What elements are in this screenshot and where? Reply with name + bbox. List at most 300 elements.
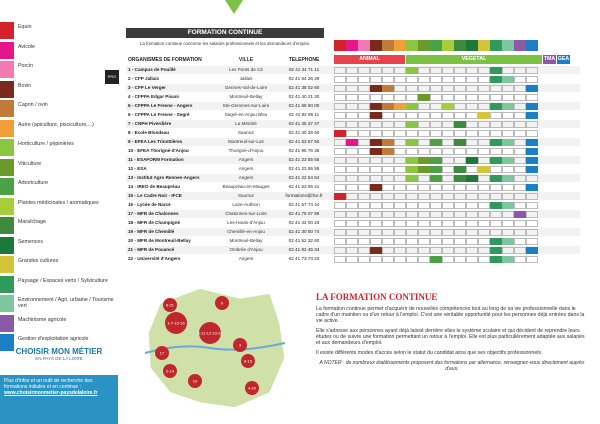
- row-cell: [418, 175, 430, 182]
- row-cell: [358, 202, 370, 209]
- row-cell: [430, 139, 442, 146]
- legend-label: Autre (apiculture, pisciculture,...): [18, 121, 94, 128]
- row-cell: [418, 103, 430, 110]
- row-cell: [334, 130, 346, 137]
- legend-item: [0, 315, 118, 335]
- brand-info: Plus d'infos et un outil de recherche des formations initiales et en continue :: [4, 378, 93, 390]
- row-cell: [454, 130, 466, 137]
- legend-label: Equin: [18, 24, 32, 30]
- row-cell: [466, 139, 478, 146]
- row-name: 17 - MFR de Chalonnes: [128, 211, 179, 216]
- row-cell: [442, 130, 454, 137]
- row-cell: [334, 139, 346, 146]
- table-row: [126, 228, 580, 236]
- row-cell: [346, 247, 358, 254]
- row-cell: [526, 229, 538, 236]
- row-tel: 02 41 22 54 54: [288, 175, 320, 180]
- table-row: [126, 165, 580, 173]
- row-cell: [406, 238, 418, 245]
- row-cell: [394, 184, 406, 191]
- row-cell: [346, 112, 358, 119]
- row-cell: [514, 247, 526, 254]
- row-tel: 02 41 38 02 60: [288, 85, 320, 90]
- row-cell: [370, 76, 382, 83]
- row-cell: [526, 184, 538, 191]
- table-row: [126, 129, 580, 137]
- row-cell: [502, 148, 514, 155]
- map-pin-label: 6-21: [165, 302, 175, 308]
- table-row: [126, 192, 580, 200]
- column-icon: [394, 40, 406, 51]
- row-cell: [442, 247, 454, 254]
- row-cell: [526, 85, 538, 92]
- map-pin: [155, 346, 169, 360]
- legend-label: Semences: [18, 238, 44, 245]
- row-cell: [514, 85, 526, 92]
- row-cell: [430, 256, 442, 263]
- row-tel: formations@ifce.fr: [285, 193, 323, 198]
- row-cell: [382, 220, 394, 227]
- table-row: [126, 75, 580, 83]
- row-cell: [430, 247, 442, 254]
- row-cell: [526, 175, 538, 182]
- legend-item: [0, 276, 118, 296]
- row-cell: [490, 247, 502, 254]
- row-cell: [370, 211, 382, 218]
- row-tel: 02 41 63 06 41: [288, 184, 320, 189]
- row-cell: [442, 103, 454, 110]
- row-cell: [346, 76, 358, 83]
- row-cell: [430, 76, 442, 83]
- row-cell: [394, 94, 406, 101]
- row-cell: [442, 211, 454, 218]
- row-city: Chalonnes-sur-Loire: [225, 211, 267, 216]
- row-cell: [346, 103, 358, 110]
- legend-item: [0, 42, 118, 62]
- row-cell: [418, 121, 430, 128]
- legend-label: Maraîchage: [18, 219, 46, 225]
- row-cell: [514, 103, 526, 110]
- row-cell: [418, 157, 430, 164]
- row-name: 14 - IREO de Beaupréau: [128, 184, 181, 189]
- row-cell: [454, 184, 466, 191]
- map-pin-label: 5-11-12-13-22: [197, 330, 223, 336]
- row-city: Saumur: [237, 193, 255, 198]
- row-name: 5 - CFPPA Le Fresne - Angers: [128, 103, 193, 108]
- row-cell: [454, 247, 466, 254]
- row-cell: [514, 139, 526, 146]
- row-cell: [418, 94, 430, 101]
- row-cell: [406, 76, 418, 83]
- row-cell: [514, 184, 526, 191]
- table-header: [126, 55, 324, 65]
- row-cell: [334, 94, 346, 101]
- row-cell: [346, 157, 358, 164]
- row-city: Jallais: [239, 76, 253, 81]
- row-cell: [490, 202, 502, 209]
- row-cell: [454, 238, 466, 245]
- legend-item: [0, 159, 118, 179]
- row-cell: [478, 130, 490, 137]
- row-cell: [502, 220, 514, 227]
- row-cell: [358, 67, 370, 74]
- row-cell: [334, 202, 346, 209]
- row-cell: [478, 85, 490, 92]
- row-cell: [358, 121, 370, 128]
- row-cell: [382, 211, 394, 218]
- row-cell: [490, 211, 502, 218]
- row-cell: [502, 112, 514, 119]
- row-cell: [490, 238, 502, 245]
- row-cell: [514, 76, 526, 83]
- row-cell: [454, 211, 466, 218]
- row-cell: [346, 193, 358, 200]
- row-cell: [454, 67, 466, 74]
- row-cell: [334, 166, 346, 173]
- row-cell: [418, 148, 430, 155]
- row-cell: [406, 211, 418, 218]
- row-cell: [490, 220, 502, 227]
- brand-subtitle: EN PAYS DE LA LOIRE: [35, 356, 83, 361]
- row-cell: [346, 211, 358, 218]
- row-cell: [466, 157, 478, 164]
- row-cell: [478, 175, 490, 182]
- row-cell: [526, 67, 538, 74]
- row-tel: 02 41 40 21 30: [288, 94, 320, 99]
- legend-label: Bovin: [18, 82, 32, 89]
- brand-title: CHOISIR MON MÉTIER: [15, 347, 103, 356]
- pro-badge: PRO: [105, 70, 119, 84]
- row-cell: [442, 67, 454, 74]
- row-cell: [430, 202, 442, 209]
- row-cell: [478, 76, 490, 83]
- legend-label: Horticulture / pépinières: [18, 141, 74, 147]
- row-cell: [406, 112, 418, 119]
- col-city: VILLE: [238, 57, 254, 63]
- row-cell: [442, 220, 454, 227]
- table-row: [126, 147, 580, 155]
- row-city: Montreuil-sur-Loir: [228, 139, 264, 144]
- row-cell: [514, 121, 526, 128]
- row-cell: [514, 220, 526, 227]
- map-pin: [245, 381, 259, 395]
- text-block: [316, 292, 588, 372]
- column-icons: [334, 40, 538, 51]
- row-cell: [526, 166, 538, 173]
- map-pin: [233, 338, 247, 352]
- row-cell: [406, 229, 418, 236]
- row-city: Gennes-Val-de-Loire: [224, 85, 268, 90]
- row-cell: [394, 139, 406, 146]
- row-cell: [442, 193, 454, 200]
- table-row: [126, 120, 580, 128]
- column-icon: [418, 40, 430, 51]
- row-cell: [406, 157, 418, 164]
- row-city: Montreuil-Bellay: [229, 238, 263, 243]
- row-cell: [334, 103, 346, 110]
- row-cell: [358, 103, 370, 110]
- row-cell: [514, 238, 526, 245]
- row-cell: [526, 202, 538, 209]
- row-cell: [370, 202, 382, 209]
- text-para-3: Il existe différents modes d'accès selon le statut du candidat ainsi que ses objectifs professionnels.: [316, 350, 543, 356]
- row-cell: [358, 211, 370, 218]
- row-cell: [334, 175, 346, 182]
- row-city: Thorigné-d'Anjou: [228, 148, 264, 153]
- row-tel: 02 41 68 60 00: [288, 103, 320, 108]
- row-cell: [454, 94, 466, 101]
- row-cell: [490, 130, 502, 137]
- row-cell: [514, 157, 526, 164]
- row-name: 4 - CFPPA Edgar Pisani: [128, 94, 179, 99]
- row-cell: [454, 202, 466, 209]
- row-cell: [526, 103, 538, 110]
- row-cell: [442, 139, 454, 146]
- row-cell: [502, 85, 514, 92]
- row-cell: [382, 148, 394, 155]
- row-cell: [358, 76, 370, 83]
- row-cell: [478, 256, 490, 263]
- row-cell: [502, 157, 514, 164]
- row-cell: [454, 148, 466, 155]
- row-cell: [394, 238, 406, 245]
- table-row: [126, 138, 580, 146]
- table-row: [126, 66, 580, 74]
- row-cell: [370, 148, 382, 155]
- row-cell: [466, 148, 478, 155]
- row-cell: [478, 67, 490, 74]
- column-icon: [526, 40, 538, 51]
- row-cell: [430, 94, 442, 101]
- row-cell: [478, 247, 490, 254]
- column-icon: [382, 40, 394, 51]
- row-cell: [490, 139, 502, 146]
- row-cell: [394, 166, 406, 173]
- row-tel: 02 41 44 71 11: [288, 67, 320, 72]
- row-cell: [334, 220, 346, 227]
- row-cell: [370, 139, 382, 146]
- row-name: 6 - CFPPA Le Fresne - Segré: [128, 112, 190, 117]
- row-cell: [514, 256, 526, 263]
- column-icon: [490, 40, 502, 51]
- row-cell: [358, 229, 370, 236]
- text-para-1: La formation continue permet d'acquérir de nouvelles compétences tout au long de sa vie professionnelle dans le cadre d'un maintien ou d'un retour à l'emploi. C'est une véritable opportunité pour les personnes déjà entrées dans la vie active.: [316, 306, 585, 324]
- row-cell: [430, 229, 442, 236]
- table-row: [126, 183, 580, 191]
- row-cell: [406, 220, 418, 227]
- map-pin-label: 3: [238, 342, 242, 348]
- row-cell: [406, 247, 418, 254]
- col-name: ORGANISMES DE FORMATION: [128, 57, 202, 63]
- row-cell: [466, 184, 478, 191]
- row-cell: [346, 166, 358, 173]
- row-cell: [334, 229, 346, 236]
- row-cell: [382, 94, 394, 101]
- row-cell: [514, 148, 526, 155]
- column-icon: [430, 40, 442, 51]
- row-cell: [490, 229, 502, 236]
- map-pin-label: 8-15: [243, 358, 253, 364]
- row-cell: [346, 175, 358, 182]
- row-cell: [346, 94, 358, 101]
- row-cell: [370, 184, 382, 191]
- row-cell: [466, 175, 478, 182]
- column-icon: [358, 40, 370, 51]
- row-cell: [382, 166, 394, 173]
- row-cell: [382, 193, 394, 200]
- row-cell: [394, 148, 406, 155]
- row-cell: [406, 202, 418, 209]
- row-cell: [334, 211, 346, 218]
- row-cell: [370, 103, 382, 110]
- row-cell: [394, 130, 406, 137]
- row-cell: [526, 94, 538, 101]
- row-cell: [454, 256, 466, 263]
- row-cell: [418, 193, 430, 200]
- row-cell: [358, 85, 370, 92]
- table-row: [126, 255, 580, 263]
- row-cell: [442, 229, 454, 236]
- row-cell: [502, 130, 514, 137]
- row-cell: [502, 247, 514, 254]
- row-cell: [394, 175, 406, 182]
- row-cell: [466, 76, 478, 83]
- map-pin: [215, 296, 229, 310]
- row-cell: [526, 157, 538, 164]
- row-cell: [406, 103, 418, 110]
- row-cell: [490, 175, 502, 182]
- legend-label: Caprin / ovin: [18, 102, 48, 108]
- column-icon: [454, 40, 466, 51]
- region-map: [140, 283, 290, 413]
- row-cell: [346, 67, 358, 74]
- legend-item: [0, 22, 118, 42]
- row-tel: 02 41 53 57 60: [288, 139, 320, 144]
- row-cell: [502, 166, 514, 173]
- brand-link[interactable]: www.choisirmonmetier-paysdelaloire.fr: [4, 390, 98, 396]
- row-cell: [406, 256, 418, 263]
- row-cell: [358, 220, 370, 227]
- row-cell: [514, 130, 526, 137]
- row-cell: [478, 193, 490, 200]
- row-cell: [490, 256, 502, 263]
- row-cell: [454, 112, 466, 119]
- row-city: Segré-en-Anjou Bleu: [224, 112, 268, 117]
- row-cell: [514, 175, 526, 182]
- row-city: Saumur: [237, 130, 255, 135]
- row-cell: [454, 103, 466, 110]
- row-cell: [394, 157, 406, 164]
- row-cell: [442, 121, 454, 128]
- row-cell: [478, 211, 490, 218]
- column-icon: [442, 40, 454, 51]
- row-name: 2 - CFP Jallais: [128, 76, 160, 81]
- map-pin-label: 2-14: [165, 368, 175, 374]
- group-animal: ANIMAL: [334, 55, 405, 64]
- row-cell: [418, 247, 430, 254]
- row-cell: [418, 184, 430, 191]
- row-cell: [382, 85, 394, 92]
- row-cell: [430, 157, 442, 164]
- row-cell: [418, 112, 430, 119]
- row-cell: [478, 112, 490, 119]
- row-tel: 02 41 78 07 89: [288, 211, 320, 216]
- legend-label: Paysage / Espaces verts / Sylviculture: [18, 277, 108, 284]
- row-cell: [394, 247, 406, 254]
- row-cell: [382, 247, 394, 254]
- legend-item: [0, 81, 118, 101]
- group-vegetal: VEGETAL: [406, 55, 542, 64]
- row-cell: [430, 238, 442, 245]
- row-cell: [346, 148, 358, 155]
- legend-item: [0, 120, 118, 140]
- row-cell: [502, 202, 514, 209]
- row-cell: [466, 94, 478, 101]
- row-tel: 02 41 23 55 55: [288, 157, 320, 162]
- map-pin-label: 9: [220, 300, 224, 306]
- row-cell: [466, 193, 478, 200]
- row-cell: [526, 211, 538, 218]
- row-cell: [382, 103, 394, 110]
- row-cell: [442, 94, 454, 101]
- table-row: [126, 246, 580, 254]
- legend-item: [0, 139, 118, 159]
- row-cell: [430, 67, 442, 74]
- row-cell: [406, 166, 418, 173]
- row-cell: [346, 229, 358, 236]
- group-tma: TMA: [543, 56, 556, 62]
- row-name: 15 - Le Cadre Noir - IFCE: [128, 193, 182, 198]
- row-cell: [466, 130, 478, 137]
- row-cell: [454, 193, 466, 200]
- table-row: [126, 102, 580, 110]
- row-name: 10 - EFEA Thorigné-d'Anjou: [128, 148, 189, 153]
- row-cell: [502, 139, 514, 146]
- legend-item: [0, 100, 118, 120]
- row-cell: [382, 202, 394, 209]
- legend-swatch: [0, 22, 14, 39]
- row-cell: [346, 184, 358, 191]
- row-cell: [490, 67, 502, 74]
- row-cell: [394, 256, 406, 263]
- row-city: Angers: [238, 166, 254, 171]
- table-row: [126, 93, 580, 101]
- row-cell: [418, 130, 430, 137]
- row-cell: [478, 238, 490, 245]
- row-cell: [430, 184, 442, 191]
- row-city: Loire-Authion: [232, 202, 260, 207]
- row-name: 7 - CNPH Piverdière: [128, 121, 172, 126]
- row-city: Ombrée d'Anjou: [229, 247, 263, 252]
- row-cell: [526, 238, 538, 245]
- row-cell: [394, 85, 406, 92]
- text-note: A NOTER : de nombreux établissements proposent des formations par alternance, renseignez-vous directement auprès d'eux.: [319, 360, 585, 372]
- row-cell: [382, 121, 394, 128]
- legend-swatch: [0, 139, 14, 156]
- row-cell: [334, 148, 346, 155]
- row-cell: [454, 157, 466, 164]
- legend-item: [0, 237, 118, 257]
- legend-item: [0, 256, 118, 276]
- top-triangle: [225, 0, 243, 14]
- row-cell: [526, 76, 538, 83]
- row-cell: [394, 229, 406, 236]
- row-cell: [478, 220, 490, 227]
- row-cell: [514, 202, 526, 209]
- row-tel: 02 41 52 32 60: [288, 238, 320, 243]
- row-cell: [454, 229, 466, 236]
- row-cell: [358, 157, 370, 164]
